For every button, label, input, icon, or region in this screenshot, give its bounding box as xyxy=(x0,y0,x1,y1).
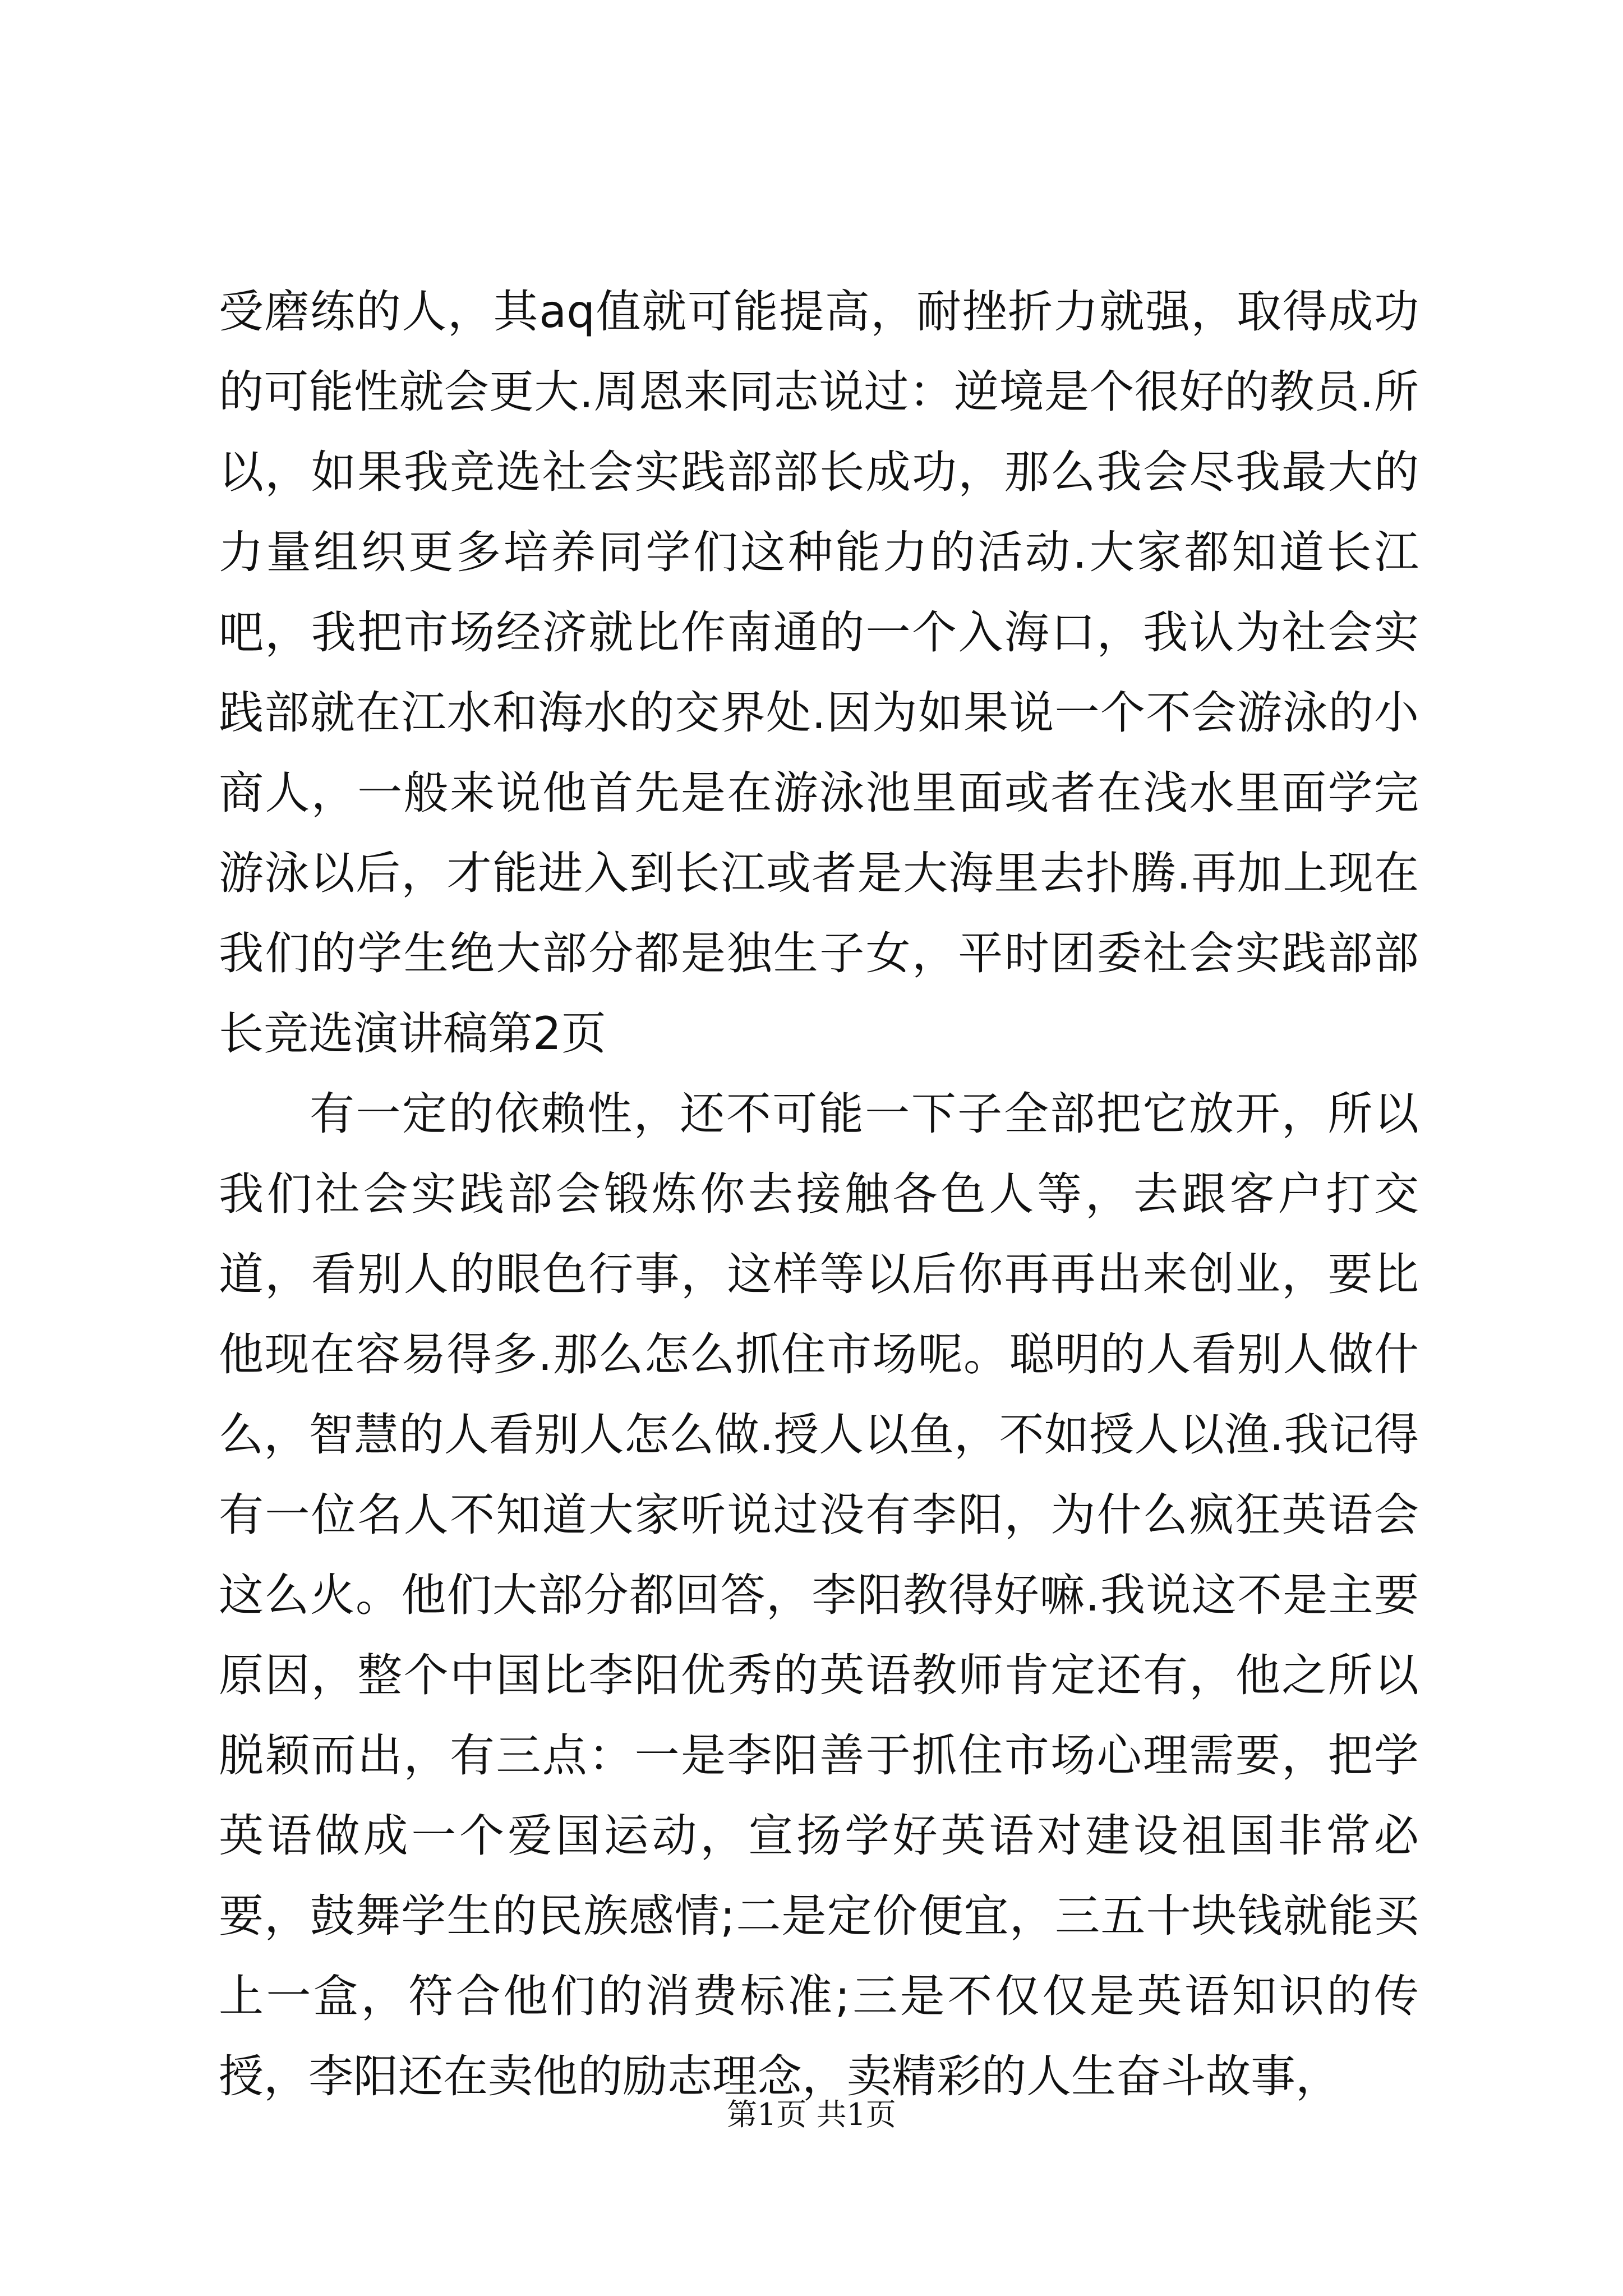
page-footer: 第1页 共1页 xyxy=(727,2097,896,2132)
paragraph-continued: 受磨练的人，其aq值就可能提高，耐挫折力就强，取得成功的可能性就会更大.周恩来同志说过：逆境是个很好的教员.所以，如果我竞选社会实践部部长成功，那么我会尽我最大的力量组织更多培养同学们这种能力的活动.大家都知道长江吧，我把市场经济就比作南通的一个入海口，我认为社会实践部就在江水和海水的交界处.因为如果说一个不会游泳的小商人，一般来说他首先是在游泳池里面或者在浅水里面学完游泳以后，才能进入到长江或者是大海里去扑腾.再加上现在我们的学生绝大部分都是独生子女，平时团委社会实践部部长竞选演讲稿第2页 xyxy=(219,286,1419,1060)
document-body xyxy=(219,272,1419,2116)
paragraph-indented: 有一定的依赖性，还不可能一下子全部把它放开，所以我们社会实践部会锻炼你去接触各色人等，去跟客户打交道，看别人的眼色行事，这样等以后你再再出来创业，要比他现在容易得多.那么怎么抓住市场呢。聪明的人看别人做什么，智慧的人看别人怎么做.授人以鱼，不如授人以渔.我记得有一位名人不知道大家听说过没有李阳，为什么疯狂英语会这么火。他们大部分都回答，李阳教得好嘛.我说这不是主要原因，整个中国比李阳优秀的英语教师肯定还有，他之所以脱颖而出，有三点：一是李阳善于抓住市场心理需要，把学英语做成一个爱国运动，宣扬学好英语对建设祖国非常必要，鼓舞学生的民族感情;二是定价便宜，三五十块钱就能买上一盒，符合他们的消费标准;三是不仅仅是英语知识的传授，李阳还在卖他的励志理念，卖精彩的人生奋斗故事， xyxy=(219,1088,1419,2102)
